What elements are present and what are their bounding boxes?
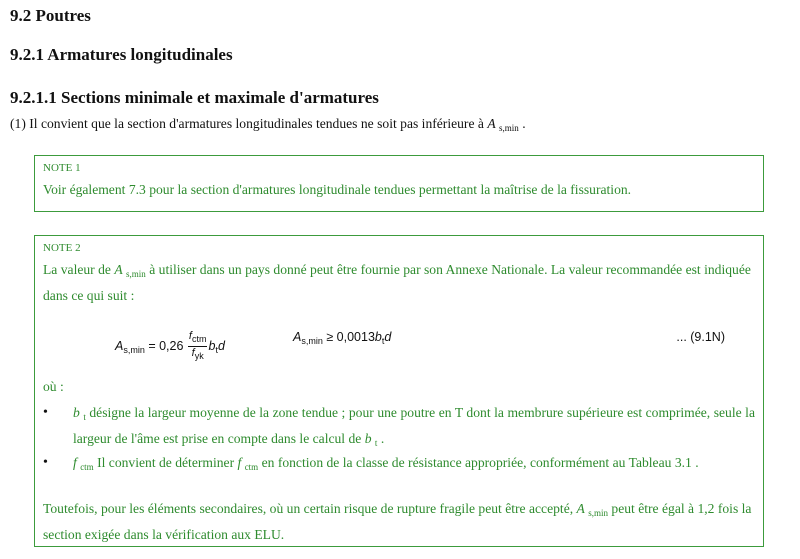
note-1-label: NOTE 1 (43, 162, 81, 174)
closing-text-a: Toutefois, pour les éléments secondaires, où un certain risque de rupture fragile peut être accepté, (43, 501, 577, 516)
formula-d: d (217, 338, 225, 353)
formula-lhs: A (115, 338, 124, 353)
ou-label: où : (43, 379, 64, 394)
bullet-fctm-desc2: en fonction de la classe de résistance appropriée, conformément au Tableau 3.1 . (258, 455, 699, 470)
bullet-bt-sub2: t (374, 438, 378, 448)
formula-right (293, 330, 391, 346)
formula-9-1n (115, 316, 725, 360)
formula-lhs-sub: s,min (123, 344, 145, 355)
note-1-text: Voir également 7.3 pour la section d'armatures longitudinale tendues permettant la maîtrise de la fissuration. (43, 182, 632, 197)
heading-9-2-1-1: 9.2.1.1 Sections minimale et maximale d'armatures (10, 88, 379, 107)
heading-9-2-1: 9.2.1 Armatures longitudinales (10, 45, 233, 64)
formula-left (115, 330, 225, 363)
note-2-box (34, 235, 764, 547)
formula-rhs-d: d (384, 330, 392, 344)
note-2-text-a: La valeur de (43, 262, 115, 277)
bullet-fctm-var2: f (237, 455, 242, 470)
formula-b-sub: t (215, 344, 218, 355)
closing-text-b: peut être égal à 1,2 fois la section exigée dans la vérification aux ELU. (43, 501, 752, 542)
intro-var: A (487, 116, 496, 131)
closing-sub: s,min (588, 508, 609, 518)
heading-9-2: 9.2 Poutres (10, 6, 91, 25)
bullet-fctm-sub2: ctm (244, 462, 259, 472)
note-1-box (34, 155, 764, 212)
bullet-bt-var2: b (364, 431, 372, 446)
note-2-label: NOTE 2 (43, 242, 81, 254)
intro-text: (1) Il convient que la section d'armatures longitudinales tendues ne soit pas inférieure à (10, 116, 488, 131)
formula-rhs-lhs: A (293, 330, 302, 344)
bullet-bt-text (73, 402, 755, 454)
frac-den-sub: yk (194, 351, 204, 361)
formula-number: ... (9.1N) (676, 330, 725, 344)
note-2-sub: s,min (126, 269, 146, 279)
bullet-dot-icon: • (43, 405, 48, 420)
bullet-fctm (43, 452, 755, 478)
bullet-bt-desc: désigne la largeur moyenne de la zone tendue ; pour une poutre en T dont la membrure supérieure est comprimée, seule la largeur de l'âme est prise en compte dans le calcul de (73, 405, 755, 446)
formula-eq: = 0,26 (144, 338, 187, 353)
frac-num: f (188, 330, 192, 342)
formula-b: b (208, 338, 216, 353)
formula-rhs-b-sub: t (381, 336, 385, 346)
formula-fraction (188, 330, 208, 363)
bullet-dot-icon: • (43, 455, 48, 470)
note-2-text-b: à utiliser dans un pays donné peut être fournie par son Annexe Nationale. La valeur recommandée est indiquée dans ce qui suit : (43, 262, 751, 303)
formula-rhs-b: b (374, 330, 382, 344)
bullet-bt-sub: t (83, 412, 86, 422)
bullet-fctm-var: f (73, 455, 77, 470)
intro-sub: s,min (499, 123, 519, 133)
closing-paragraph (43, 498, 755, 545)
formula-rhs-sub: s,min (301, 336, 323, 346)
bullet-bt-var: b (73, 405, 80, 420)
intro-end: . (518, 116, 526, 131)
note-2-paragraph (43, 259, 755, 306)
closing-var: A (576, 501, 585, 516)
bullet-fctm-text (73, 452, 755, 478)
intro-paragraph (10, 116, 526, 133)
bullet-fctm-desc1: Il convient de déterminer (93, 455, 238, 470)
bullet-bt-end: . (377, 431, 385, 446)
frac-num-sub: ctm (191, 334, 207, 344)
bullet-fctm-sub: ctm (80, 462, 94, 472)
formula-rhs-op: ≥ 0,0013 (322, 330, 375, 344)
bullet-bt (43, 402, 755, 454)
note-2-var: A (114, 262, 123, 277)
frac-den: f (191, 347, 195, 359)
